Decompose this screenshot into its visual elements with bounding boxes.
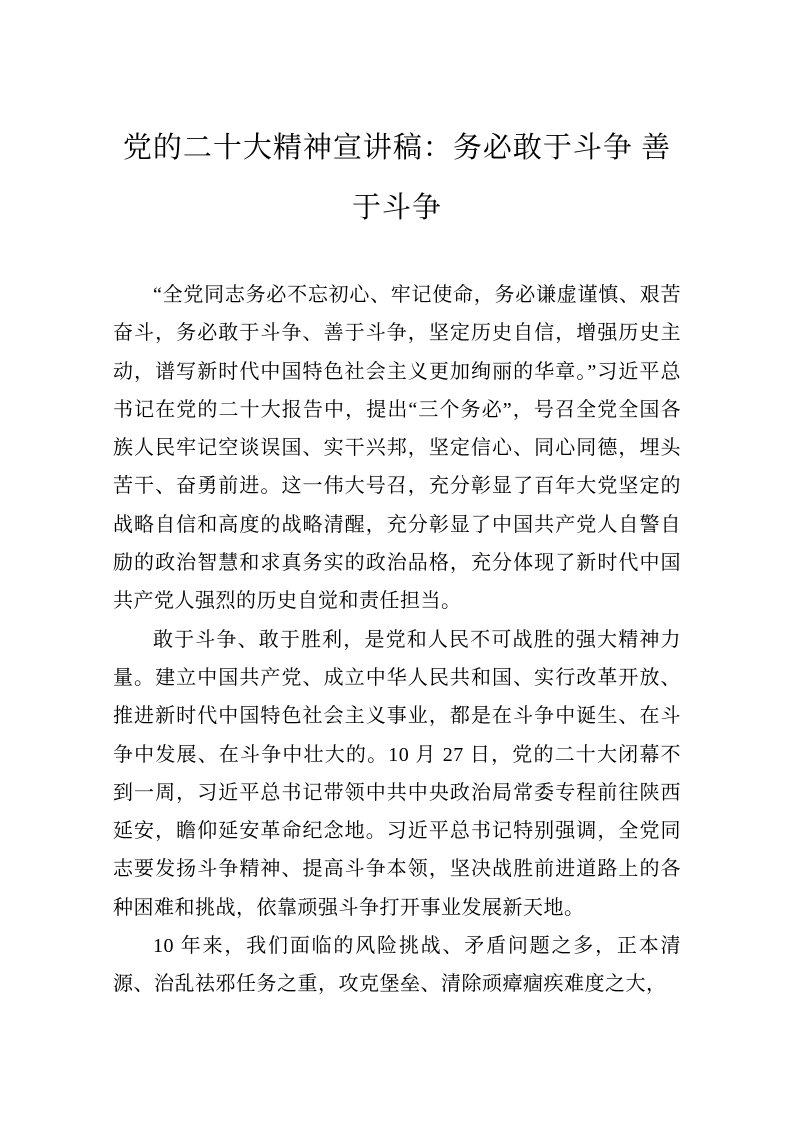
document-title: 党的二十大精神宣讲稿：务必敢于斗争 善于斗争 — [122, 132, 672, 224]
paragraph: 10 年来，我们面临的风险挑战、矛盾问题之多，正本清源、治乱祛邪任务之重，攻克堡垒、清除顽瘴痼疾难度之大， — [113, 935, 681, 996]
paragraph: 敢于斗争、敢于胜利，是党和人民不可战胜的强大精神力量。建立中国共产党、成立中华人民共和国、实行改革开放、推进新时代中国特色社会主义事业，都是在斗争中诞生、在斗争中发展、在斗争中壮大的。10 月 27 日，党的二十大闭幕不到一周，习近平总书记带领中共中央政治局常委专程前往陕西延安，瞻仰延安革命纪念地。习近平总书记特别强调，全党同志要发扬斗争精神、提高斗争本领，坚决战胜前进道路上的各种困难和挑战，依靠顽强斗争打开事业发展新天地。 — [113, 628, 681, 919]
paragraph: “全党同志务必不忘初心、牢记使命，务必谦虚谨慎、艰苦奋斗，务必敢于斗争、善于斗争，坚定历史自信，增强历史主动，谱写新时代中国特色社会主义更加绚丽的华章。”习近平总书记在党的二十大报告中，提出“三个务必”，号召全党全国各族人民牢记空谈误国、实干兴邦，坚定信心、同心同德，埋头苦干、奋勇前进。这一伟大号召，充分彰显了百年大党坚定的战略自信和高度的战略清醒，充分彰显了中国共产党人自警自励的政治智慧和求真务实的政治品格，充分体现了新时代中国共产党人强烈的历史自觉和责任担当。 — [113, 284, 681, 613]
